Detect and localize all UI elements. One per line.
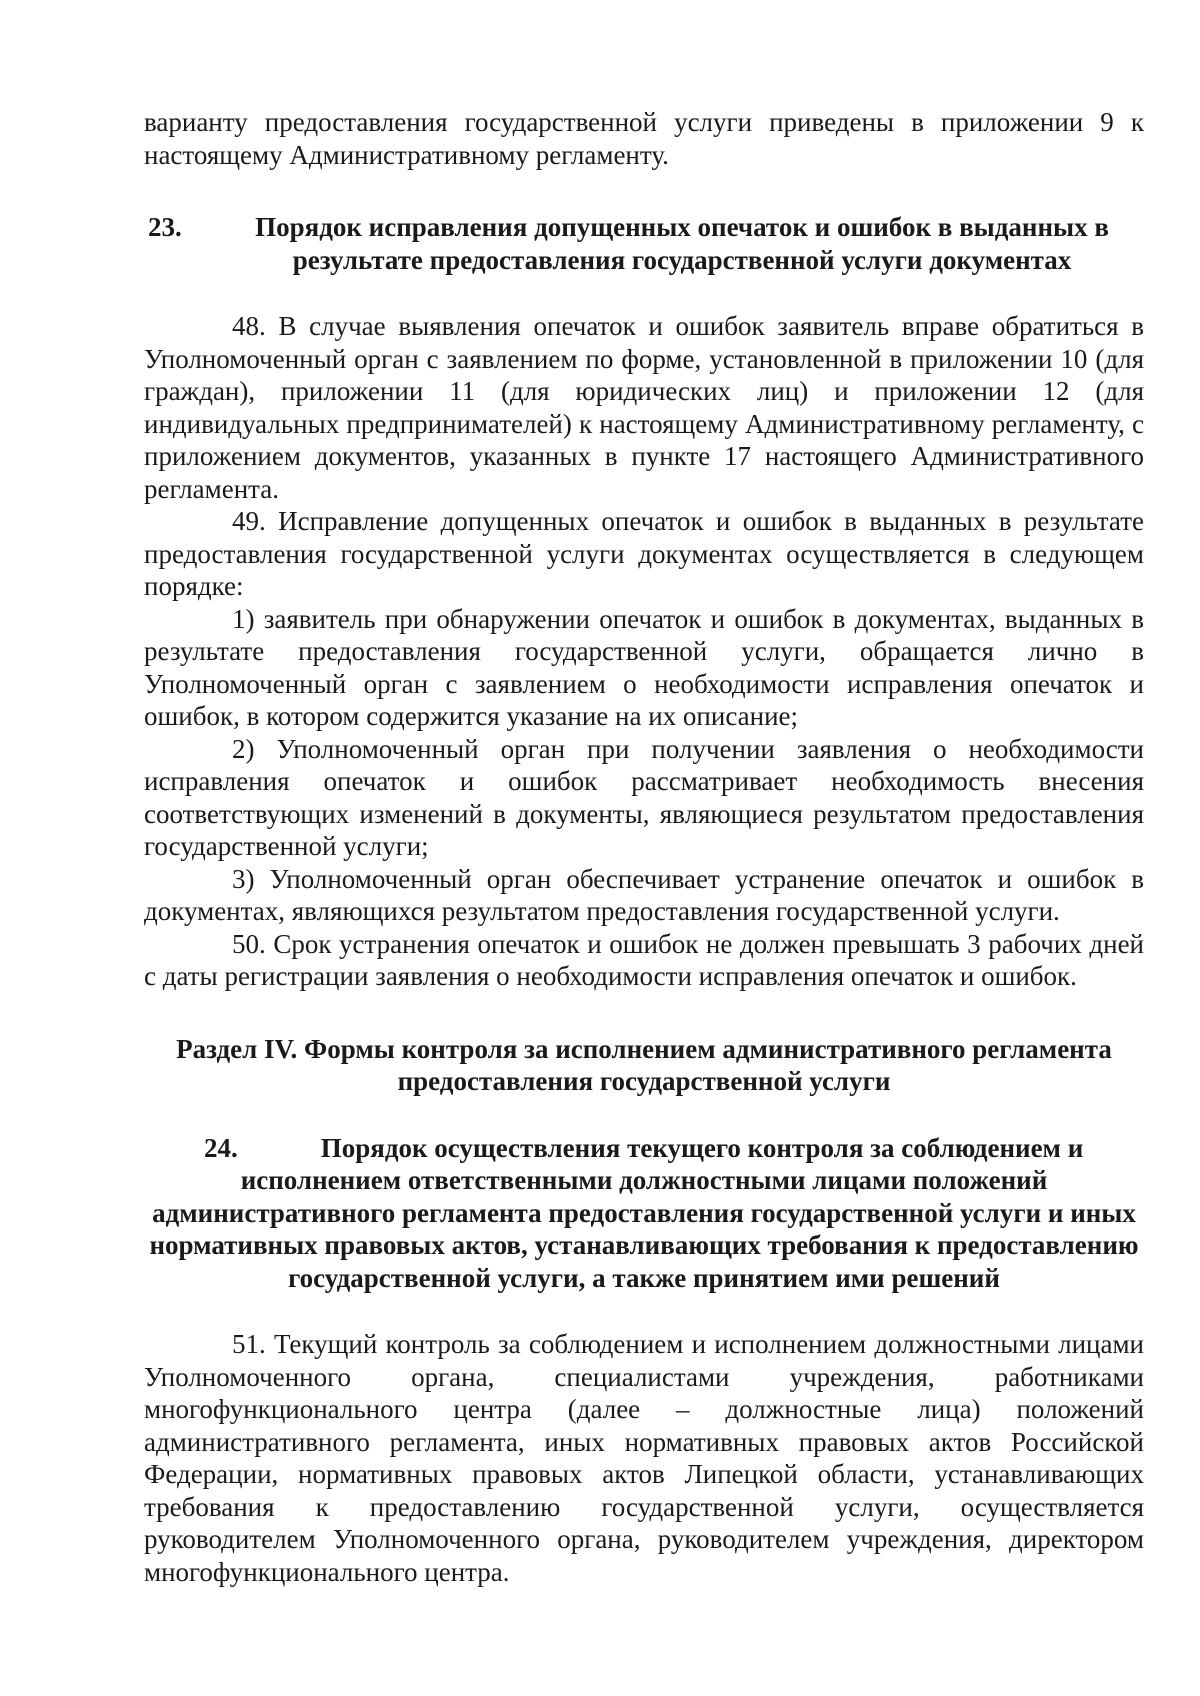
heading-24-number: 24. xyxy=(204,1132,238,1163)
continuation-paragraph: варианту предоставления государственной услуги приведены в приложении 9 к настоящему Административному регламенту. xyxy=(144,107,1144,170)
document-page xyxy=(144,106,1144,1588)
paragraph-49: 49. Исправление допущенных опечаток и ошибок в выданных в результате предоставления государственной услуги документах осуществляется в следующем порядке: xyxy=(144,506,1144,601)
paragraph-48: 48. В случае выявления опечаток и ошибок заявитель вправе обратиться в Уполномоченный орган с заявлением по форме, установленной в приложении 10 (для граждан), приложении 11 (для юридических лиц) и приложении 12 (для индивидуальных предпринимателей) к настоящему Административному регламенту, с приложением документов, указанных в пункте 17 настоящего Административного регламента. xyxy=(144,311,1144,504)
heading-23-number: 23. xyxy=(148,212,182,242)
section-iv-title: Раздел IV. Формы контроля за исполнением административного регламента предоставления государственной услуги xyxy=(176,1033,1112,1096)
paragraph-50: 50. Срок устранения опечаток и ошибок не должен превышать 3 рабочих дней с даты регистрации заявления о необходимости исправления опечаток и ошибок. xyxy=(144,928,1144,991)
paragraph-49-item-1: 1) заявитель при обнаружении опечаток и ошибок в документах, выданных в результате предоставления государственной услуги, обращается лично в Уполномоченный орган с заявлением о необходимости исправления опечаток и ошибок, в котором содержится указание на их описание; xyxy=(144,603,1144,731)
paragraph-49-item-3: 3) Уполномоченный орган обеспечивает устранение опечаток и ошибок в документах, являющихся результатом предоставления государственной услуги. xyxy=(144,863,1144,926)
heading-24-text: Порядок осуществления текущего контроля за соблюдением и исполнением ответственными должностными лицами положений административного регламента предоставления государственной услуги и иных нормативных правовых актов, устанавливающих требования к предоставлению государственной услуги, а также принятием ими решений xyxy=(149,1132,1139,1293)
paragraph-49-item-2: 2) Уполномоченный орган при получении заявления о необходимости исправления опечаток и ошибок рассматривает необходимость внесения соответствующих изменений в документы, являющиеся результатом предоставления государственной услуги; xyxy=(144,733,1144,861)
paragraph-51: 51. Текущий контроль за соблюдением и исполнением должностными лицами Уполномоченного органа, специалистами учреждения, работниками многофункционального центра (далее – должностные лица) положений административного регламента, иных нормативных правовых актов Российской Федерации, нормативных правовых актов Липецкой области, устанавливающих требования к предоставлению государственной услуги, осуществляется руководителем Уполномоченного органа, руководителем учреждения, директором многофункционального центра. xyxy=(144,1329,1144,1587)
heading-24 xyxy=(144,1132,1144,1295)
heading-23-text: Порядок исправления допущенных опечаток и ошибок в выданных в результате предоставления государственной услуги документах xyxy=(255,212,1109,275)
heading-23 xyxy=(144,211,1144,276)
